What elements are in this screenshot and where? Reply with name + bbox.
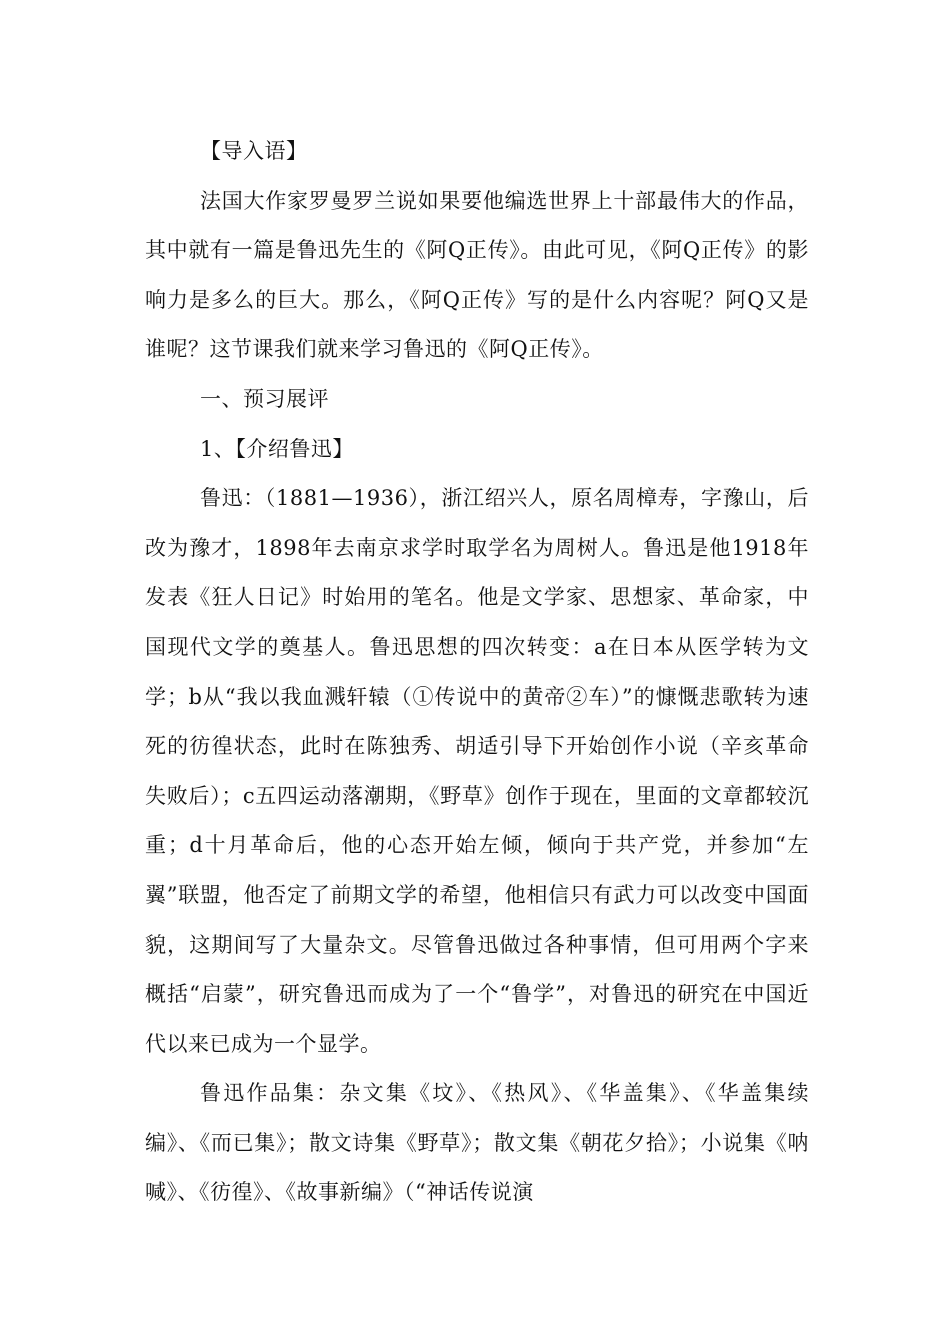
section-heading-intro: 【导入语】 [200, 139, 308, 163]
luxun-biography-paragraph: 鲁迅：（1881—1936），浙江绍兴人，原名周樟寿，字豫山，后改为豫才，1898年去南京求学时取学名为周树人。鲁迅是他1918年发表《狂人日记》时始用的笔名。他是文学家、思想家、革命家，中国现代文学的奠基人。鲁迅思想的四次转变：a在日本从医学转为文学；b从“我以我血溅轩辕（①传说中的黄帝②车）”的慷慨悲歌转为速死的彷徨状态，此时在陈独秀、胡适引导下开始创作小说（辛亥革命失败后）；c五四运动落潮期，《野草》创作于现在，里面的文章都较沉重；d十月革命后，他的心态开始左倾，倾向于共产党，并参加“左翼”联盟，他否定了前期文学的希望，他相信只有武力可以改变中国面貌，这期间写了大量杂文。尽管鲁迅做过各种事情，但可用两个字来概括“启蒙”，研究鲁迅而成为了一个“鲁学”，对鲁迅的研究在中国近代以来已成为一个显学。 [145, 486, 809, 1056]
subsection-heading-luxun: 1、【介绍鲁迅】 [200, 436, 354, 461]
luxun-works-paragraph: 鲁迅作品集：杂文集《坟》、《热风》、《华盖集》、《华盖集续编》、《而已集》；散文诗集《野草》；散文集《朝花夕拾》；小说集《呐喊》、《彷徨》、《故事新编》（“神话传说演 [145, 1081, 809, 1205]
section-heading-preview: 一、预习展评 [200, 386, 329, 411]
intro-paragraph: 法国大作家罗曼罗兰说如果要他编选世界上十部最伟大的作品，其中就有一篇是鲁迅先生的《阿Q正传》。由此可见，《阿Q正传》的影响力是多么的巨大。那么，《阿Q正传》写的是什么内容呢？阿Q又是谁呢？这节课我们就来学习鲁迅的《阿Q正传》。 [145, 188, 809, 362]
document-body [145, 127, 809, 1218]
